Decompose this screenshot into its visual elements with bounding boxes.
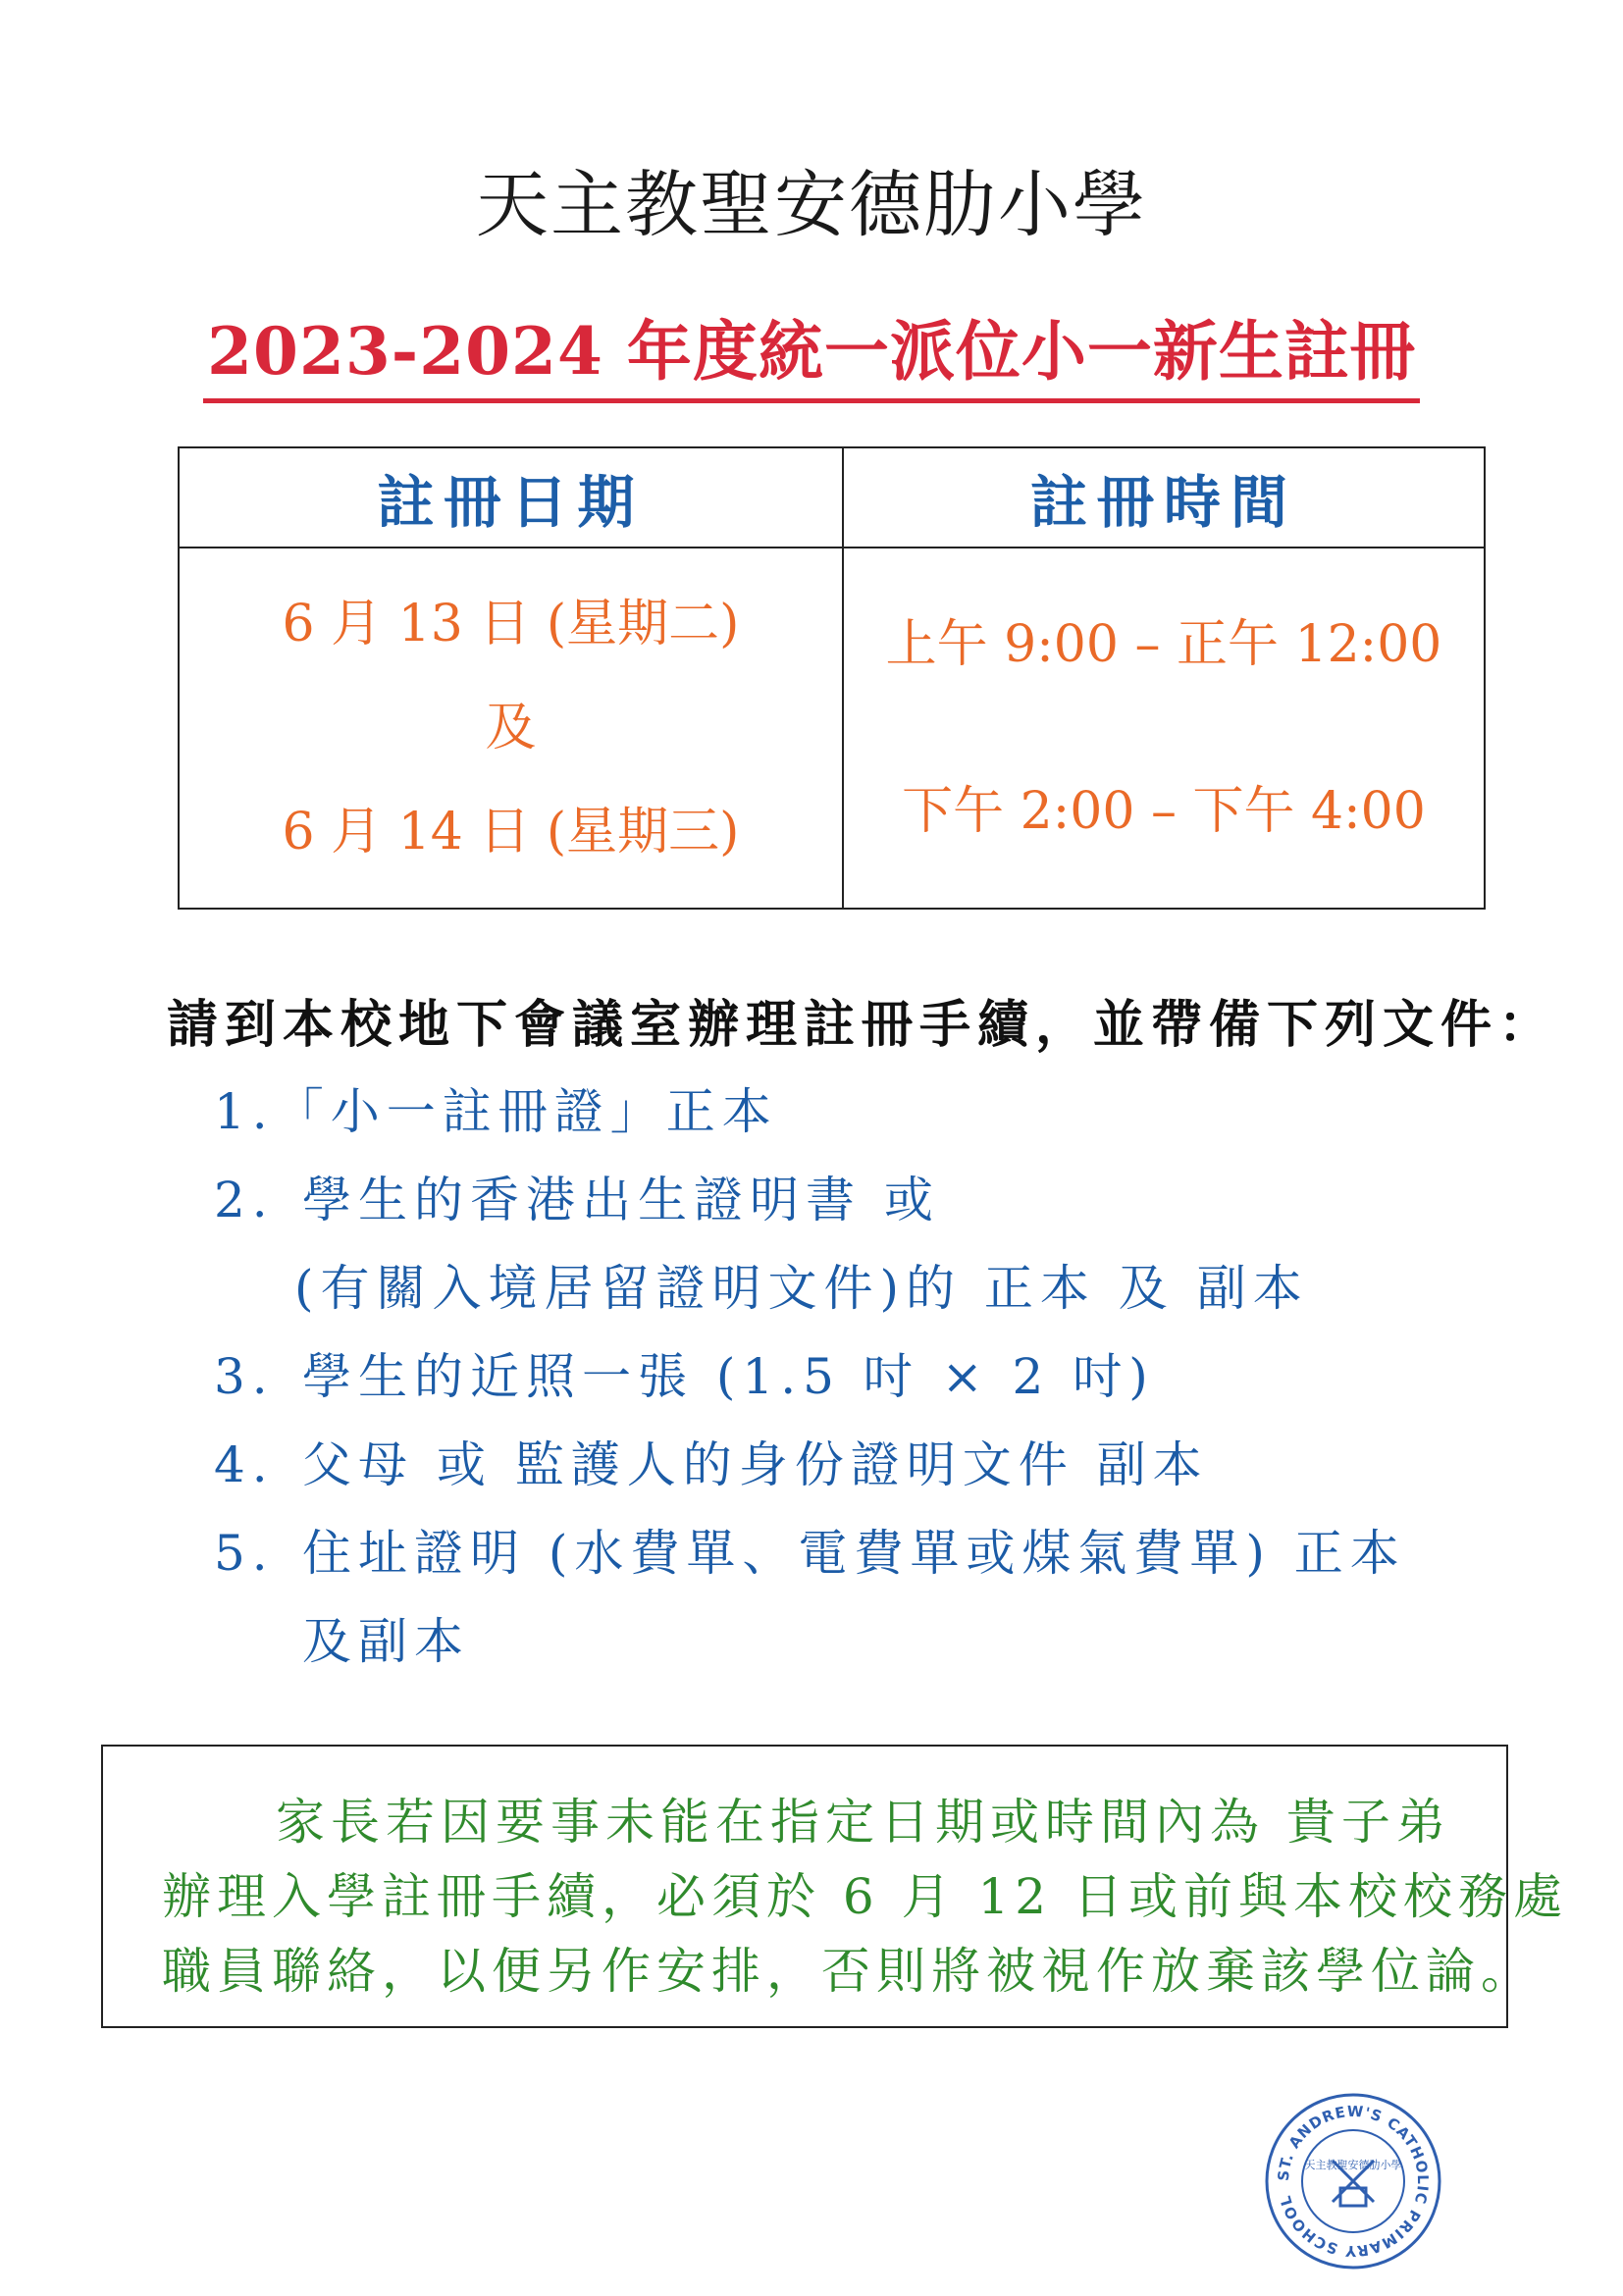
item-number: 5.	[214, 1525, 275, 1582]
svg-text:ST. ANDREW'S CATHOLIC PRIMARY: ST. ANDREW'S CATHOLIC PRIMARY SCHOOL	[1274, 2102, 1433, 2261]
date-header-cell: 註冊日期	[179, 447, 843, 548]
notice-title	[0, 299, 1623, 403]
item-number: 1.	[214, 1083, 275, 1140]
school-seal-icon	[1262, 2090, 1444, 2272]
list-item	[214, 1348, 275, 1405]
notice-line-2: 辦理入學註冊手續，必須於 6 月 12 日或前與本校校務處	[162, 1868, 1569, 1925]
svg-text:天主教聖安德肋小學: 天主教聖安德肋小學	[1304, 2159, 1402, 2171]
time-afternoon: 下午 2:00 – 下午 4:00	[902, 782, 1426, 841]
item-text: 父母 或 監護人的身份證明文件 副本	[302, 1436, 1209, 1493]
item-text: 住址證明 (水費單、電費單或煤氣費單) 正本	[302, 1525, 1406, 1582]
time-header-cell: 註冊時間	[843, 447, 1485, 548]
table-body-row	[179, 548, 1485, 909]
item-number: 4.	[214, 1436, 275, 1493]
time-morning: 上午 9:00 – 正午 12:00	[885, 615, 1442, 674]
item-text: 「小一註冊證」正本	[274, 1083, 778, 1140]
registration-schedule-table	[178, 446, 1486, 910]
item-number: 3.	[214, 1348, 275, 1405]
item-text: 學生的近照一張 (1.5 吋 × 2 吋)	[302, 1348, 1155, 1405]
item-text-continued: 及副本	[302, 1613, 470, 1670]
date-2: 6 月 14 日 (星期三)	[282, 803, 740, 861]
date-1: 6 月 13 日 (星期二)	[282, 595, 740, 653]
item-text-continued: (有關入境居留證明文件)的 正本 及 副本	[294, 1260, 1309, 1317]
notice-title-text: 2023-2024 年度統一派位小一新生註冊	[203, 299, 1420, 403]
time-cell	[843, 548, 1485, 909]
list-item	[214, 1083, 778, 1140]
item-number: 2.	[214, 1172, 275, 1228]
list-item	[214, 1172, 275, 1228]
notice-line-3: 職員聯絡，以便另作安排，否則將被視作放棄該學位論。	[162, 1943, 1536, 2000]
list-item	[214, 1436, 275, 1493]
item-text: 學生的香港出生證明書 或	[302, 1172, 940, 1228]
school-name: 天主教聖安德肋小學	[476, 163, 1147, 247]
instruction-text: 請到本校地下會議室辦理註冊手續，並帶備下列文件：	[167, 995, 1557, 1055]
notice-line-1: 家長若因要事未能在指定日期或時間內為 貴子弟	[276, 1794, 1451, 1851]
notice-box	[101, 1745, 1569, 2028]
table-header-row	[179, 447, 1485, 548]
list-item	[214, 1525, 275, 1582]
date-cell	[179, 548, 843, 909]
date-join: 及	[485, 699, 537, 757]
